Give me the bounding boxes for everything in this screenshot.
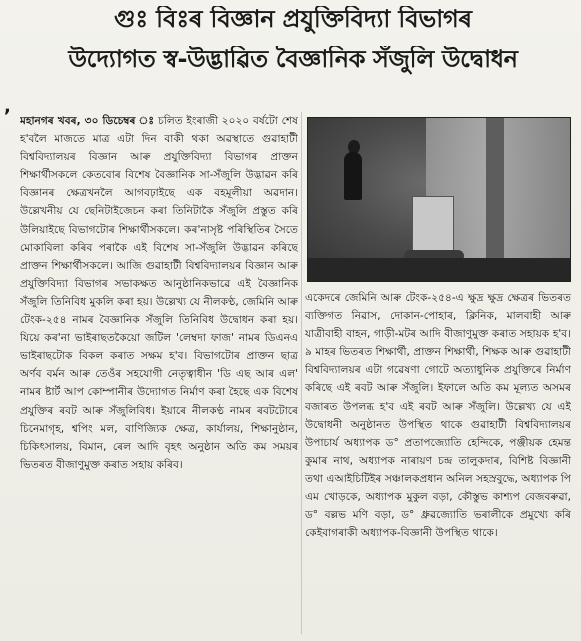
margin-mark: , — [4, 96, 11, 117]
article-left-text: চলিত ইংৰাজী ২০২০ বৰ্ষটো শেষ হ'বলৈ মাজতে মাত্ৰ এটা দিন বাকী থকা অৱস্থাতে গুৱাহাটী বিশ্ববিদ্যালয়ৰ বিজ্ঞান আৰু প্ৰযুক্তিবিদ্যা বিভাগৰ প্ৰাক্তন শিক্ষাৰ্থীসকলে কেতবোৰ বিশেষ বৈজ্ঞানিক সা-সঁজুলি উদ্ভাৱন কৰি বিজ্ঞানৰ ক্ষেত্ৰখনলৈ আগবঢ়াইছে এক বহমূলীয়া অৱদান। উল্লেখনীয় যে ছেনিটাইজেচন কৰা তিনিটাকৈ সঁজুলি প্ৰস্তুত কৰি উলিয়াইছে বিভাগটোৰ শিক্ষাৰ্থীসকলে। কৰ'নাসৃষ্ট পৰিস্থিতিৰ সৈতে মোকাবিলা কৰিব পৰাকৈ এই বিশেষ সা-সঁজুলি উদ্ভাৱন কৰিছে প্ৰাক্তন শিক্ষাৰ্থীসকলে। আজি গুৱাহাটী বিশ্ববিদ্যালয়ৰ বিজ্ঞান আৰু প্ৰযুক্তিবিদ্যা বিভাগৰ সভাকক্ষত আনুষ্ঠানিকভাৱে এই বৈজ্ঞানিক সঁজুলি তিনিবিধ মুকলি কৰা হয়। উল্লেখ্য যে নীলকণ্ঠ, জেমিনি আৰু টেংক-২৫৪ নামৰ বৈজ্ঞানিক সঁজুলি তিনিবিধ উদ্বোধন কৰা হয়। যিয়ে কৰ'না ভাইৰাছতকৈয়ো জটিল 'লেম্বদা ফাজ' নামৰ ডিএনএ ভাইৰাছটোক বিকল কৰাত সক্ষম হ'ব। বিভাগটোৰ প্ৰাক্তন ছাত্ৰ অৰ্ণব বৰ্মন আৰু তেওঁৰ সহযোগী নেতৃত্বাধীন 'ডি এছ আৰ এল' নামৰ ষ্টাৰ্ট আপ কোম্পানীৰ উদ্যোগত নিৰ্মাণ কৰা হৈছে এক বিশেষ প্ৰযুক্তিৰ ৰবট আৰু সঁজুলিবিধ। ইয়াৰে নীলকণ্ঠ নামৰ ৰবটটোৰে চিনেমাগৃহ, শ্বপিং মল, বাণিজ্যিক ক্ষেত্ৰ, কাৰ্যালয়, শিক্ষানুষ্ঠান, চিকিৎসালয়, বিমান, ৰেল আদি বৃহৎ অনুষ্ঠান অতি কম সময়ৰ ভিতৰত বীজাণুমুক্ত কৰাত সহায় কৰিব। — [20, 115, 298, 471]
article-left-column — [20, 112, 298, 634]
article-right-column — [305, 289, 571, 635]
photo-pillar — [486, 118, 504, 278]
headline-line-1: গুঃ বিঃৰ বিজ্ঞান প্ৰযুক্তিবিদ্যা বিভাগৰ — [114, 6, 472, 33]
photo-table — [308, 258, 570, 282]
photo-robot — [412, 196, 454, 254]
headline-line-2: উদ্যোগত স্ব-উদ্ভাৱিত বৈজ্ঞানিক সঁজুলি উদ্বোধন — [68, 46, 518, 73]
article-photo — [307, 117, 571, 282]
article-dateline: মহানগৰ খবৰ, ৩০ ডিচেম্বৰ ঃ — [20, 115, 155, 127]
article-right-text: একেদৰে জেমিনি আৰু টেংক-২৫৪-এ ক্ষুদ্ৰ ক্ষুদ্ৰ ক্ষেত্ৰৰ ভিতৰত ব্যক্তিগত নিৱাস, দোকান-পোহাৰ, ক্লিনিক, মালবাহী আৰু যাত্ৰীবাহী বাহন, গাড়ী-মটৰ আদি বীজাণুমুক্ত কৰাত সহায়ক হ'ব। ৯ মাহৰ ভিতৰত শিক্ষাৰ্থী, প্ৰাক্তন শিক্ষাৰ্থী, শিক্ষক আৰু গুৱাহাটী বিশ্ববিদ্যালয়ৰ এটা গৱেষণা গোটে অত্যাধুনিক প্ৰযুক্তিৰে নিৰ্মাণ কৰিছে এই ৰবট আৰু সঁজুলি। ইফালে অতি কম মূল্যত অসমৰ বজাৰত উপলব্ধ হ'ব এই ৰবট আৰু সঁজুলি। উল্লেখ্য যে এই উদ্বোধনী অনুষ্ঠানত উপস্থিত থাকে গুৱাহাটী বিশ্ববিদ্যালয়ৰ উপাচাৰ্য অধ্যাপক ড° প্ৰতাপজ্যোতি হেন্দিকে, পঞ্জীয়ক হেমন্ত কুমাৰ নাথ, অধ্যাপক নাৰায়ণ চন্দ্ৰ তালুকদাৰ, বিশিষ্ট বিজ্ঞানী তথা এআইচিটিইৰ সঞ্চালকপ্ৰধান অনিল সহস্ৰবুদ্ধে, অধ্যাপক পি এম খোড়কে, অধ্যাপক মুকুল বড়া, কৌস্তুভ কাশ্যপ বেজবৰুৱা, ড° বল্লভ মণি বড়া, ড° ধ্ৰুৱজ্যোতি ভৰালীকে প্ৰমুখ্যে কৰি কেইবাগৰাকী অধ্যাপক-বিজ্ঞানী উপস্থিত থাকে। — [305, 292, 571, 540]
headline — [14, 6, 572, 86]
photo-person — [344, 152, 362, 200]
column-divider — [301, 112, 302, 634]
